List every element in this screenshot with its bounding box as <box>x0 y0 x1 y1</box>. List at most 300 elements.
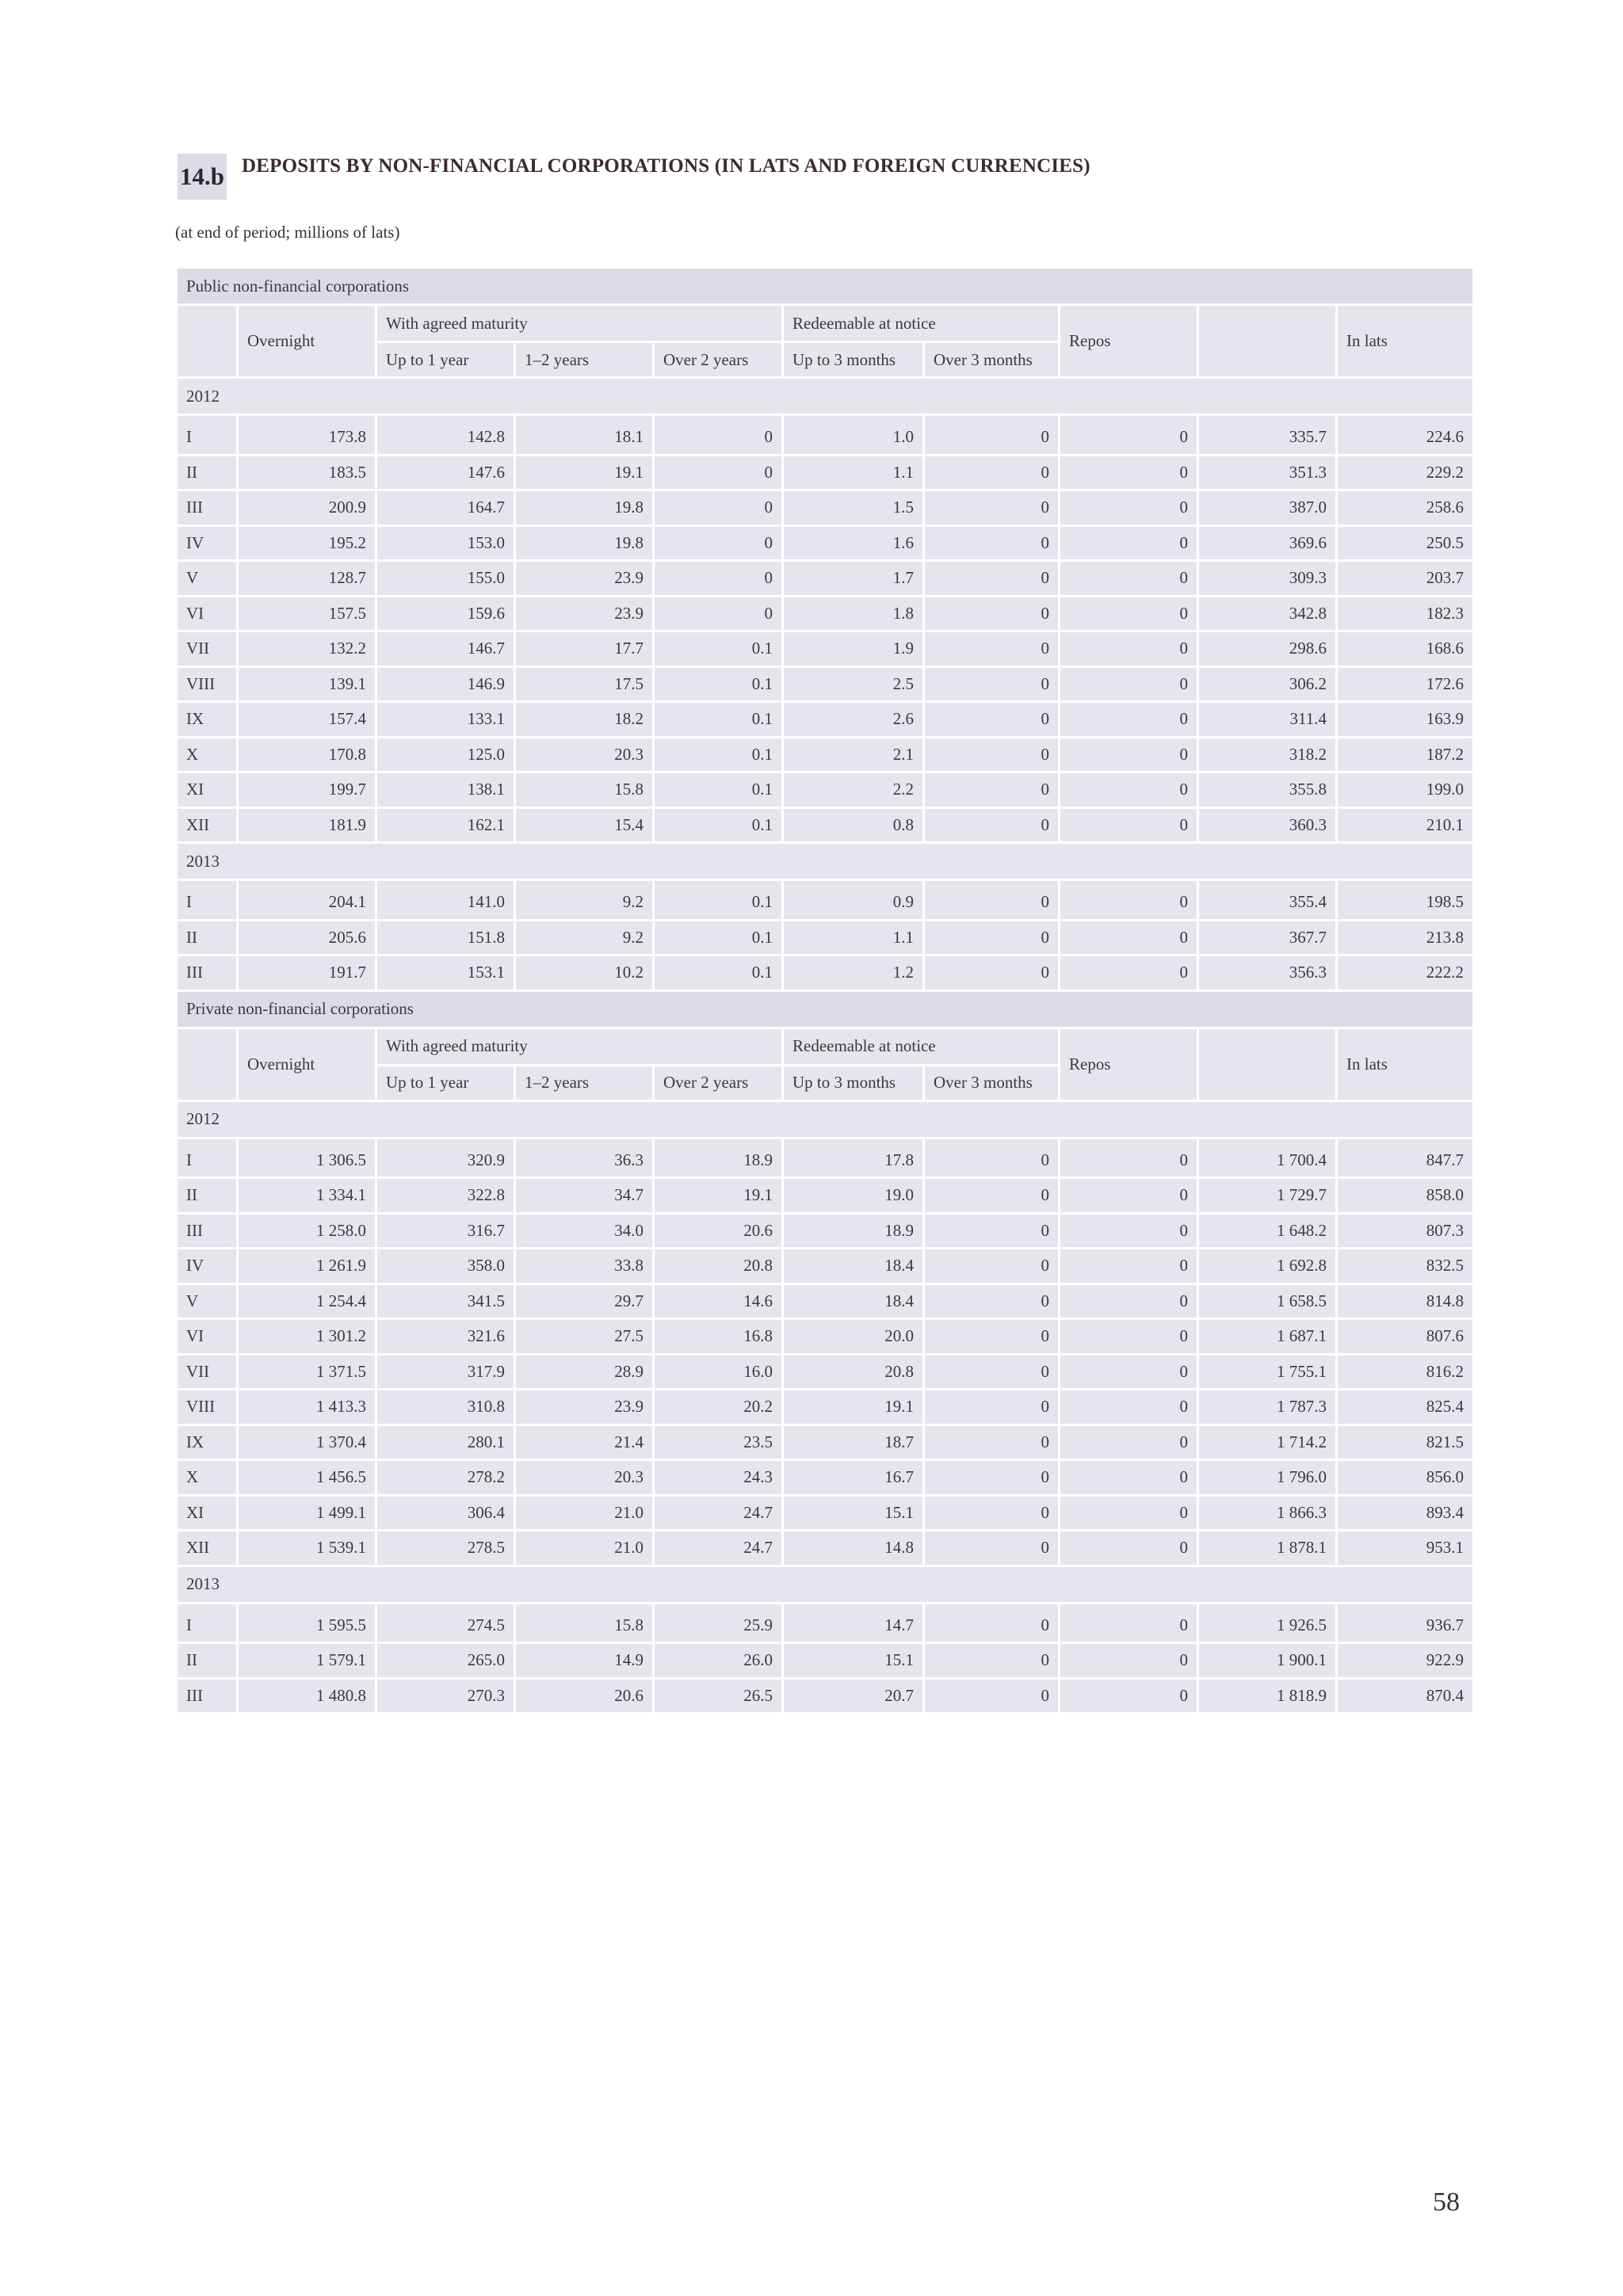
value-cell: 0 <box>1060 416 1197 454</box>
month-label: III <box>178 1680 236 1713</box>
value-cell: 187.2 <box>1338 738 1472 772</box>
value-cell: 0.1 <box>655 881 781 919</box>
value-cell: 183.5 <box>239 456 375 490</box>
value-cell: 0 <box>925 1461 1058 1494</box>
month-label: X <box>178 738 236 772</box>
table-row <box>178 1285 1472 1318</box>
value-cell: 205.6 <box>239 921 375 955</box>
value-cell: 0 <box>1060 668 1197 701</box>
value-cell: 953.1 <box>1338 1531 1472 1565</box>
value-cell: 0 <box>925 416 1058 454</box>
header-over-3-months: Over 3 months <box>925 1066 1058 1100</box>
value-cell: 342.8 <box>1199 597 1335 631</box>
table-row <box>178 1680 1472 1713</box>
value-cell: 0 <box>925 773 1058 807</box>
value-cell: 310.8 <box>377 1390 514 1424</box>
value-cell: 151.8 <box>377 921 514 955</box>
year-label: 2013 <box>178 1567 1472 1602</box>
value-cell: 0 <box>655 491 781 524</box>
value-cell: 0 <box>925 738 1058 772</box>
value-cell: 1 926.5 <box>1199 1604 1335 1642</box>
value-cell: 0 <box>1060 597 1197 631</box>
month-label: II <box>178 921 236 955</box>
value-cell: 351.3 <box>1199 456 1335 490</box>
value-cell: 1 413.3 <box>239 1390 375 1424</box>
value-cell: 23.9 <box>516 562 652 595</box>
year-row <box>178 844 1472 879</box>
value-cell: 1 866.3 <box>1199 1497 1335 1530</box>
value-cell: 0 <box>1060 632 1197 666</box>
value-cell: 0 <box>925 562 1058 595</box>
value-cell: 18.7 <box>784 1426 922 1459</box>
value-cell: 250.5 <box>1338 527 1472 560</box>
value-cell: 1 687.1 <box>1199 1320 1335 1353</box>
value-cell: 21.0 <box>516 1531 652 1565</box>
year-label: 2012 <box>178 1102 1472 1137</box>
value-cell: 2.6 <box>784 703 922 736</box>
value-cell: 0 <box>1060 1680 1197 1713</box>
value-cell: 0 <box>1060 1390 1197 1424</box>
column-header-row <box>178 1029 1472 1064</box>
value-cell: 1 700.4 <box>1199 1139 1335 1177</box>
value-cell: 387.0 <box>1199 491 1335 524</box>
value-cell: 17.5 <box>516 668 652 701</box>
value-cell: 1 539.1 <box>239 1531 375 1565</box>
value-cell: 18.9 <box>655 1139 781 1177</box>
value-cell: 0 <box>925 527 1058 560</box>
value-cell: 0 <box>1060 1356 1197 1389</box>
value-cell: 203.7 <box>1338 562 1472 595</box>
value-cell: 0 <box>1060 1461 1197 1494</box>
value-cell: 0.1 <box>655 956 781 990</box>
value-cell: 306.4 <box>377 1497 514 1530</box>
value-cell: 14.7 <box>784 1604 922 1642</box>
value-cell: 936.7 <box>1338 1604 1472 1642</box>
value-cell: 204.1 <box>239 881 375 919</box>
month-label: V <box>178 562 236 595</box>
value-cell: 25.9 <box>655 1604 781 1642</box>
value-cell: 128.7 <box>239 562 375 595</box>
value-cell: 14.8 <box>784 1531 922 1565</box>
month-label: III <box>178 491 236 524</box>
month-label: II <box>178 1644 236 1677</box>
value-cell: 17.8 <box>784 1139 922 1177</box>
header-redeemable-at-notice: Redeemable at notice <box>784 1029 1058 1064</box>
value-cell: 0 <box>1060 527 1197 560</box>
value-cell: 164.7 <box>377 491 514 524</box>
value-cell: 18.1 <box>516 416 652 454</box>
header-overnight: Overnight <box>239 1029 375 1100</box>
table-row <box>178 921 1472 955</box>
value-cell: 0 <box>925 1320 1058 1353</box>
value-cell: 27.5 <box>516 1320 652 1353</box>
table-row <box>178 527 1472 560</box>
value-cell: 0 <box>1060 491 1197 524</box>
value-cell: 19.1 <box>655 1179 781 1212</box>
value-cell: 0 <box>1060 1139 1197 1177</box>
value-cell: 0.1 <box>655 773 781 807</box>
value-cell: 0 <box>925 956 1058 990</box>
year-row <box>178 1102 1472 1137</box>
value-cell: 9.2 <box>516 921 652 955</box>
value-cell: 132.2 <box>239 632 375 666</box>
value-cell: 153.1 <box>377 956 514 990</box>
value-cell: 20.7 <box>784 1680 922 1713</box>
value-cell: 19.0 <box>784 1179 922 1212</box>
value-cell: 0 <box>655 527 781 560</box>
value-cell: 1.6 <box>784 527 922 560</box>
value-cell: 0 <box>655 562 781 595</box>
value-cell: 311.4 <box>1199 703 1335 736</box>
value-cell: 0 <box>925 1604 1058 1642</box>
value-cell: 0 <box>1060 1320 1197 1353</box>
table-row <box>178 668 1472 701</box>
value-cell: 358.0 <box>377 1249 514 1283</box>
value-cell: 322.8 <box>377 1179 514 1212</box>
value-cell: 157.5 <box>239 597 375 631</box>
value-cell: 191.7 <box>239 956 375 990</box>
month-label: I <box>178 416 236 454</box>
year-row <box>178 1567 1472 1602</box>
value-cell: 0 <box>925 1215 1058 1248</box>
value-cell: 922.9 <box>1338 1644 1472 1677</box>
table-row <box>178 1426 1472 1459</box>
month-label: IV <box>178 1249 236 1283</box>
value-cell: 1 900.1 <box>1199 1644 1335 1677</box>
value-cell: 9.2 <box>516 881 652 919</box>
value-cell: 19.8 <box>516 491 652 524</box>
header-in-lats: In lats <box>1338 1029 1472 1100</box>
value-cell: 0 <box>925 597 1058 631</box>
value-cell: 20.8 <box>784 1356 922 1389</box>
value-cell: 139.1 <box>239 668 375 701</box>
month-label: I <box>178 1139 236 1177</box>
value-cell: 0 <box>925 1390 1058 1424</box>
value-cell: 21.0 <box>516 1497 652 1530</box>
value-cell: 20.2 <box>655 1390 781 1424</box>
value-cell: 17.7 <box>516 632 652 666</box>
value-cell: 807.6 <box>1338 1320 1472 1353</box>
value-cell: 1 729.7 <box>1199 1179 1335 1212</box>
value-cell: 210.1 <box>1338 809 1472 842</box>
value-cell: 355.4 <box>1199 881 1335 919</box>
value-cell: 147.6 <box>377 456 514 490</box>
value-cell: 320.9 <box>377 1139 514 1177</box>
header-1-2-years: 1–2 years <box>516 1066 652 1100</box>
value-cell: 199.7 <box>239 773 375 807</box>
year-label: 2012 <box>178 379 1472 414</box>
value-cell: 168.6 <box>1338 632 1472 666</box>
value-cell: 142.8 <box>377 416 514 454</box>
table-subtitle: (at end of period; millions of lats) <box>175 223 400 242</box>
value-cell: 367.7 <box>1199 921 1335 955</box>
value-cell: 0 <box>925 1356 1058 1389</box>
value-cell: 15.8 <box>516 773 652 807</box>
value-cell: 155.0 <box>377 562 514 595</box>
table-row <box>178 1497 1472 1530</box>
section-title: Private non-financial corporations <box>178 992 1472 1027</box>
value-cell: 26.0 <box>655 1644 781 1677</box>
value-cell: 20.3 <box>516 738 652 772</box>
value-cell: 1 334.1 <box>239 1179 375 1212</box>
value-cell: 2.5 <box>784 668 922 701</box>
value-cell: 0 <box>1060 1531 1197 1565</box>
value-cell: 309.3 <box>1199 562 1335 595</box>
value-cell: 1 878.1 <box>1199 1531 1335 1565</box>
value-cell: 0 <box>655 456 781 490</box>
value-cell: 0 <box>925 632 1058 666</box>
page-title: DEPOSITS BY NON-FINANCIAL CORPORATIONS (IN LATS AND FOREIGN CURRENCIES) <box>242 155 1090 177</box>
value-cell: 0 <box>1060 738 1197 772</box>
value-cell: 816.2 <box>1338 1356 1472 1389</box>
value-cell: 807.3 <box>1338 1215 1472 1248</box>
header-repos: Repos <box>1060 1029 1197 1100</box>
value-cell: 0.1 <box>655 632 781 666</box>
table-row <box>178 491 1472 524</box>
value-cell: 33.8 <box>516 1249 652 1283</box>
header-repos: Repos <box>1060 306 1197 376</box>
value-cell: 0 <box>1060 956 1197 990</box>
value-cell: 146.7 <box>377 632 514 666</box>
table-row <box>178 1531 1472 1565</box>
value-cell: 172.6 <box>1338 668 1472 701</box>
value-cell: 0.1 <box>655 921 781 955</box>
value-cell: 0 <box>1060 456 1197 490</box>
value-cell: 0 <box>1060 773 1197 807</box>
header-up-to-3-months: Up to 3 months <box>784 343 922 376</box>
month-label: XI <box>178 773 236 807</box>
section-header-row <box>178 992 1472 1027</box>
value-cell: 0 <box>1060 881 1197 919</box>
header-in-lats: In lats <box>1338 306 1472 376</box>
value-cell: 0 <box>925 1426 1058 1459</box>
table-row <box>178 1249 1472 1283</box>
header-blank <box>178 1029 236 1100</box>
value-cell: 15.1 <box>784 1497 922 1530</box>
month-label: IX <box>178 703 236 736</box>
value-cell: 21.4 <box>516 1426 652 1459</box>
value-cell: 856.0 <box>1338 1461 1472 1494</box>
table-row <box>178 1320 1472 1353</box>
value-cell: 195.2 <box>239 527 375 560</box>
value-cell: 1 818.9 <box>1199 1680 1335 1713</box>
month-label: III <box>178 956 236 990</box>
value-cell: 1.0 <box>784 416 922 454</box>
value-cell: 153.0 <box>377 527 514 560</box>
value-cell: 162.1 <box>377 809 514 842</box>
value-cell: 0 <box>1060 562 1197 595</box>
value-cell: 369.6 <box>1199 527 1335 560</box>
value-cell: 360.3 <box>1199 809 1335 842</box>
value-cell: 1.1 <box>784 456 922 490</box>
value-cell: 0.1 <box>655 809 781 842</box>
value-cell: 213.8 <box>1338 921 1472 955</box>
value-cell: 0 <box>925 1644 1058 1677</box>
value-cell: 18.4 <box>784 1285 922 1318</box>
value-cell: 355.8 <box>1199 773 1335 807</box>
value-cell: 24.3 <box>655 1461 781 1494</box>
value-cell: 1 258.0 <box>239 1215 375 1248</box>
month-label: I <box>178 881 236 919</box>
deposits-table <box>175 266 1475 1714</box>
value-cell: 0 <box>925 456 1058 490</box>
value-cell: 316.7 <box>377 1215 514 1248</box>
table-row <box>178 1604 1472 1642</box>
value-cell: 34.0 <box>516 1215 652 1248</box>
value-cell: 2.1 <box>784 738 922 772</box>
value-cell: 1 301.2 <box>239 1320 375 1353</box>
value-cell: 306.2 <box>1199 668 1335 701</box>
value-cell: 0 <box>655 597 781 631</box>
month-label: II <box>178 456 236 490</box>
value-cell: 1 692.8 <box>1199 1249 1335 1283</box>
value-cell: 1 714.2 <box>1199 1426 1335 1459</box>
page-number: 58 <box>1433 2187 1460 2217</box>
value-cell: 0 <box>1060 1604 1197 1642</box>
value-cell: 224.6 <box>1338 416 1472 454</box>
value-cell: 29.7 <box>516 1285 652 1318</box>
month-label: I <box>178 1604 236 1642</box>
value-cell: 173.8 <box>239 416 375 454</box>
value-cell: 0 <box>925 809 1058 842</box>
value-cell: 0 <box>925 1285 1058 1318</box>
value-cell: 0 <box>1060 809 1197 842</box>
value-cell: 278.5 <box>377 1531 514 1565</box>
value-cell: 18.2 <box>516 703 652 736</box>
value-cell: 1 480.8 <box>239 1680 375 1713</box>
value-cell: 24.7 <box>655 1497 781 1530</box>
value-cell: 182.3 <box>1338 597 1472 631</box>
value-cell: 1.2 <box>784 956 922 990</box>
value-cell: 278.2 <box>377 1461 514 1494</box>
value-cell: 19.8 <box>516 527 652 560</box>
value-cell: 321.6 <box>377 1320 514 1353</box>
value-cell: 0 <box>925 1497 1058 1530</box>
value-cell: 26.5 <box>655 1680 781 1713</box>
value-cell: 0 <box>1060 1215 1197 1248</box>
value-cell: 14.9 <box>516 1644 652 1677</box>
value-cell: 19.1 <box>784 1390 922 1424</box>
value-cell: 181.9 <box>239 809 375 842</box>
month-label: VII <box>178 1356 236 1389</box>
table-row <box>178 738 1472 772</box>
value-cell: 125.0 <box>377 738 514 772</box>
table-number-badge: 14.b <box>178 154 227 200</box>
value-cell: 2.2 <box>784 773 922 807</box>
value-cell: 814.8 <box>1338 1285 1472 1318</box>
value-cell: 821.5 <box>1338 1426 1472 1459</box>
value-cell: 0 <box>925 1249 1058 1283</box>
value-cell: 23.9 <box>516 1390 652 1424</box>
value-cell: 318.2 <box>1199 738 1335 772</box>
value-cell: 16.0 <box>655 1356 781 1389</box>
value-cell: 0 <box>655 416 781 454</box>
value-cell: 265.0 <box>377 1644 514 1677</box>
value-cell: 0.8 <box>784 809 922 842</box>
header-total-blank <box>1199 306 1335 376</box>
header-over-2-years: Over 2 years <box>655 1066 781 1100</box>
value-cell: 15.8 <box>516 1604 652 1642</box>
value-cell: 222.2 <box>1338 956 1472 990</box>
month-label: IV <box>178 527 236 560</box>
value-cell: 0 <box>925 1531 1058 1565</box>
value-cell: 274.5 <box>377 1604 514 1642</box>
value-cell: 1.8 <box>784 597 922 631</box>
value-cell: 24.7 <box>655 1531 781 1565</box>
value-cell: 34.7 <box>516 1179 652 1212</box>
value-cell: 1 648.2 <box>1199 1215 1335 1248</box>
value-cell: 16.7 <box>784 1461 922 1494</box>
value-cell: 19.1 <box>516 456 652 490</box>
section-title: Public non-financial corporations <box>178 269 1472 303</box>
value-cell: 20.8 <box>655 1249 781 1283</box>
value-cell: 1 755.1 <box>1199 1356 1335 1389</box>
value-cell: 18.9 <box>784 1215 922 1248</box>
value-cell: 0 <box>1060 1644 1197 1677</box>
value-cell: 198.5 <box>1338 881 1472 919</box>
value-cell: 1 658.5 <box>1199 1285 1335 1318</box>
value-cell: 1.5 <box>784 491 922 524</box>
value-cell: 10.2 <box>516 956 652 990</box>
value-cell: 280.1 <box>377 1426 514 1459</box>
value-cell: 16.8 <box>655 1320 781 1353</box>
value-cell: 133.1 <box>377 703 514 736</box>
value-cell: 20.3 <box>516 1461 652 1494</box>
value-cell: 0 <box>925 921 1058 955</box>
value-cell: 317.9 <box>377 1356 514 1389</box>
value-cell: 1.7 <box>784 562 922 595</box>
table-row <box>178 456 1472 490</box>
month-label: XI <box>178 1497 236 1530</box>
value-cell: 0 <box>925 881 1058 919</box>
value-cell: 0.1 <box>655 738 781 772</box>
value-cell: 0 <box>925 1680 1058 1713</box>
value-cell: 0.1 <box>655 703 781 736</box>
value-cell: 141.0 <box>377 881 514 919</box>
header-total-blank <box>1199 1029 1335 1100</box>
header-with-agreed-maturity: With agreed maturity <box>377 1029 781 1064</box>
month-label: VII <box>178 632 236 666</box>
value-cell: 258.6 <box>1338 491 1472 524</box>
value-cell: 335.7 <box>1199 416 1335 454</box>
value-cell: 159.6 <box>377 597 514 631</box>
value-cell: 15.4 <box>516 809 652 842</box>
value-cell: 1 499.1 <box>239 1497 375 1530</box>
value-cell: 298.6 <box>1199 632 1335 666</box>
value-cell: 229.2 <box>1338 456 1472 490</box>
header-over-2-years: Over 2 years <box>655 343 781 376</box>
table-row <box>178 956 1472 990</box>
table-row <box>178 1390 1472 1424</box>
header-overnight: Overnight <box>239 306 375 376</box>
value-cell: 23.5 <box>655 1426 781 1459</box>
value-cell: 1 370.4 <box>239 1426 375 1459</box>
value-cell: 28.9 <box>516 1356 652 1389</box>
value-cell: 20.6 <box>655 1215 781 1248</box>
month-label: VIII <box>178 668 236 701</box>
month-label: VI <box>178 597 236 631</box>
table-row <box>178 416 1472 454</box>
value-cell: 0 <box>1060 1497 1197 1530</box>
month-label: VIII <box>178 1390 236 1424</box>
value-cell: 870.4 <box>1338 1680 1472 1713</box>
table-row <box>178 1139 1472 1177</box>
value-cell: 20.6 <box>516 1680 652 1713</box>
value-cell: 0.9 <box>784 881 922 919</box>
value-cell: 1 595.5 <box>239 1604 375 1642</box>
table-row <box>178 597 1472 631</box>
value-cell: 356.3 <box>1199 956 1335 990</box>
